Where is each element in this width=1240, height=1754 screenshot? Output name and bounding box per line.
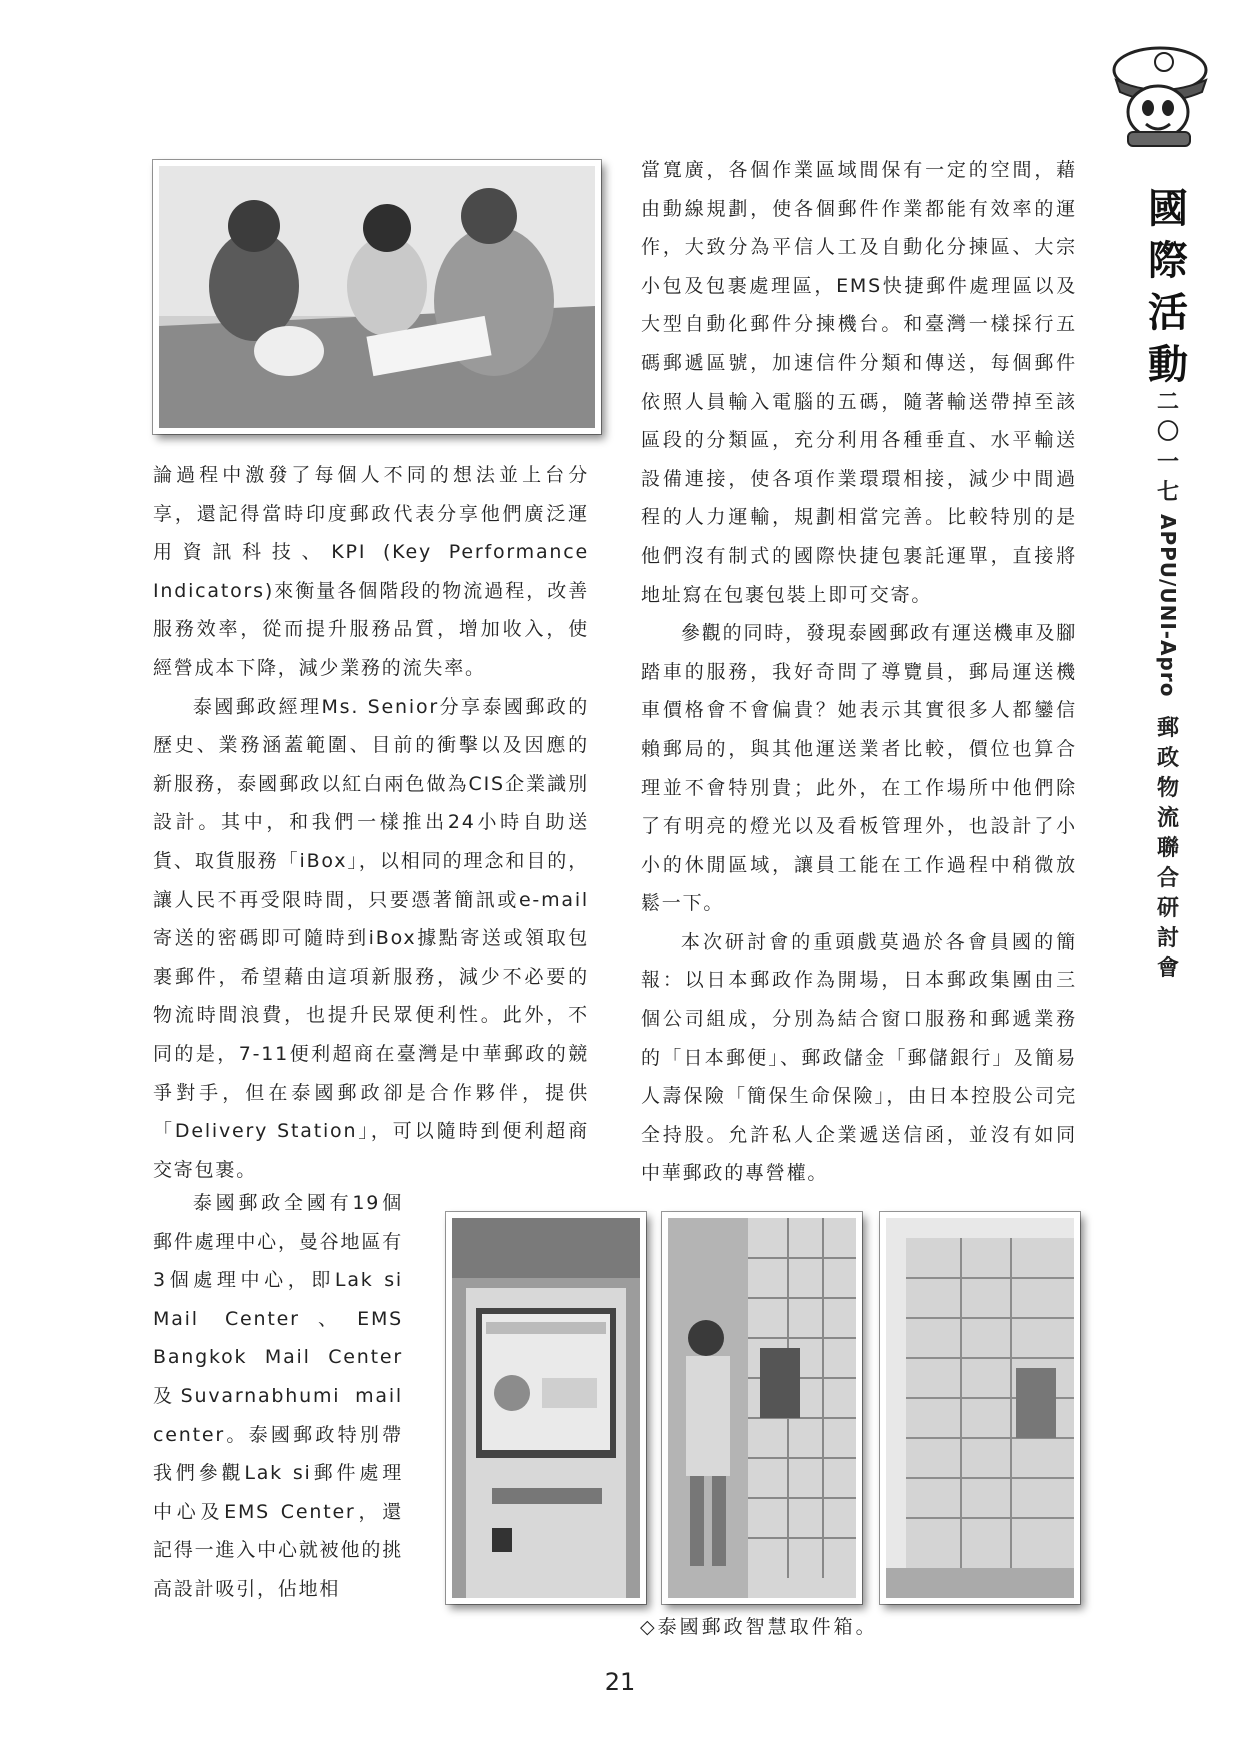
- event-char: 研: [1156, 896, 1179, 922]
- locker-user-image: [668, 1218, 856, 1598]
- event-latin-name: APPU/UNI-Apro: [1156, 514, 1180, 698]
- left-paragraph-2: 泰國郵政經理Ms. Senior分享泰國郵政的歷史、業務涵蓋範圍、目前的衝擊以及因應的新服務，泰國郵政以紅白兩色做為CIS企業識別設計。其中，和我們一樣推出24小時自助送貨、取貨服務「iBox」，以相同的理念和目的，讓人民不再受限時間，只要憑著簡訊或e-mail寄送的密碼即可隨時到iBox據點寄送或領取包裹郵件，希望藉由這項新服務，減少不必要的物流時間浪費，也提升民眾便利性。此外，不同的是，7-11便利超商在臺灣是中華郵政的競爭對手，但在泰國郵政卻是合作夥伴，提供「Delivery Station」，可以隨時到便利超商交寄包裹。: [153, 695, 589, 1181]
- left-column: [153, 456, 589, 1189]
- meeting-photo-image: [159, 166, 595, 428]
- section-title-char: 動: [1148, 341, 1188, 388]
- right-column: [641, 151, 1077, 1193]
- locker-user-photo: [662, 1212, 862, 1604]
- year-char: 七: [1156, 480, 1179, 505]
- left-paragraph-1: 論過程中激發了每個人不同的想法並上台分享，還記得當時印度郵政代表分享他們廣泛運用資訊科技、KPI (Key Performance Indicators)來衡量各個階段的物流過程，改善服務效率，從而提升服務品質，增加收入，使經營成本下降，減少業務的流失率。: [153, 464, 589, 679]
- ibox-kiosk-photo: [446, 1212, 646, 1604]
- event-char: 討: [1156, 926, 1179, 952]
- event-char: 物: [1156, 776, 1179, 802]
- event-char: 流: [1156, 806, 1179, 832]
- event-char: 聯: [1156, 836, 1179, 862]
- section-title: [1140, 183, 1196, 391]
- event-char: 政: [1156, 746, 1179, 772]
- right-paragraph-1: 當寬廣，各個作業區域間保有一定的空間，藉由動線規劃，使各個郵件作業都能有效率的運作，大致分為平信人工及自動化分揀區、大宗小包及包裹處理區，EMS快捷郵件處理區以及大型自動化郵件分揀機台。和臺灣一樣採行五碼郵遞區號，加速信件分類和傳送，每個郵件依照人員輸入電腦的五碼，隨著輸送帶掉至該區段的分類區，充分利用各種垂直、水平輸送設備連接，使各項作業環環相接，減少中間過程的人力運輸，規劃相當完善。比較特別的是他們沒有制式的國際快捷包裹託運單，直接將地址寫在包裹包裝上即可交寄。: [641, 159, 1077, 606]
- left-paragraph-3: 泰國郵政全國有19個郵件處理中心，曼谷地區有3個處理中心，即Lak si Mail Center、EMS Bangkok Mail Center及Suvarnabhumi mail center。泰國郵政特別帶我們參觀Lak si郵件處理中心及EMS Center，還記得一進入中心就被他的挑高設計吸引，佔地相: [153, 1192, 403, 1600]
- event-char: 會: [1156, 956, 1179, 982]
- section-title-char: 國: [1148, 185, 1188, 232]
- meeting-photo: [153, 160, 601, 434]
- locker-bank-photo: [880, 1212, 1080, 1604]
- mascot-icon: [1102, 40, 1220, 148]
- year-char: 一: [1156, 450, 1179, 475]
- event-char: 合: [1156, 866, 1179, 892]
- locker-bank-image: [886, 1218, 1074, 1598]
- event-char: 郵: [1156, 716, 1179, 742]
- left-column-bottom: [153, 1184, 403, 1609]
- page-number: 21: [604, 1668, 636, 1696]
- year-char: 〇: [1156, 420, 1179, 445]
- right-paragraph-3: 本次研討會的重頭戲莫過於各會員國的簡報：以日本郵政作為開場，日本郵政集團由三個公司組成，分別為結合窗口服務和郵遞業務的「日本郵便」、郵政儲金「郵儲銀行」及簡易人壽保險「簡保生命保險」，由日本控股公司完全持股。允許私人企業遞送信函，並沒有如同中華郵政的專營權。: [641, 930, 1077, 1185]
- right-paragraph-2: 參觀的同時，發現泰國郵政有運送機車及腳踏車的服務，我好奇問了導覽員，郵局運送機車價格會不會偏貴？她表示其實很多人都鑾信賴郵局的，與其他運送業者比較，價位也算合理並不會特別貴；此外，在工作場所中他們除了有明亮的燈光以及看板管理外，也設計了小小的休閒區域，讓員工能在工作過程中稍微放鬆一下。: [641, 622, 1077, 915]
- event-subtitle: [1140, 388, 1196, 984]
- photo-caption: ◇泰國郵政智慧取件箱。: [640, 1616, 878, 1638]
- ibox-kiosk-image: [452, 1218, 640, 1598]
- section-title-char: 際: [1148, 237, 1188, 284]
- year-char: 二: [1156, 390, 1179, 415]
- section-title-char: 活: [1148, 289, 1188, 336]
